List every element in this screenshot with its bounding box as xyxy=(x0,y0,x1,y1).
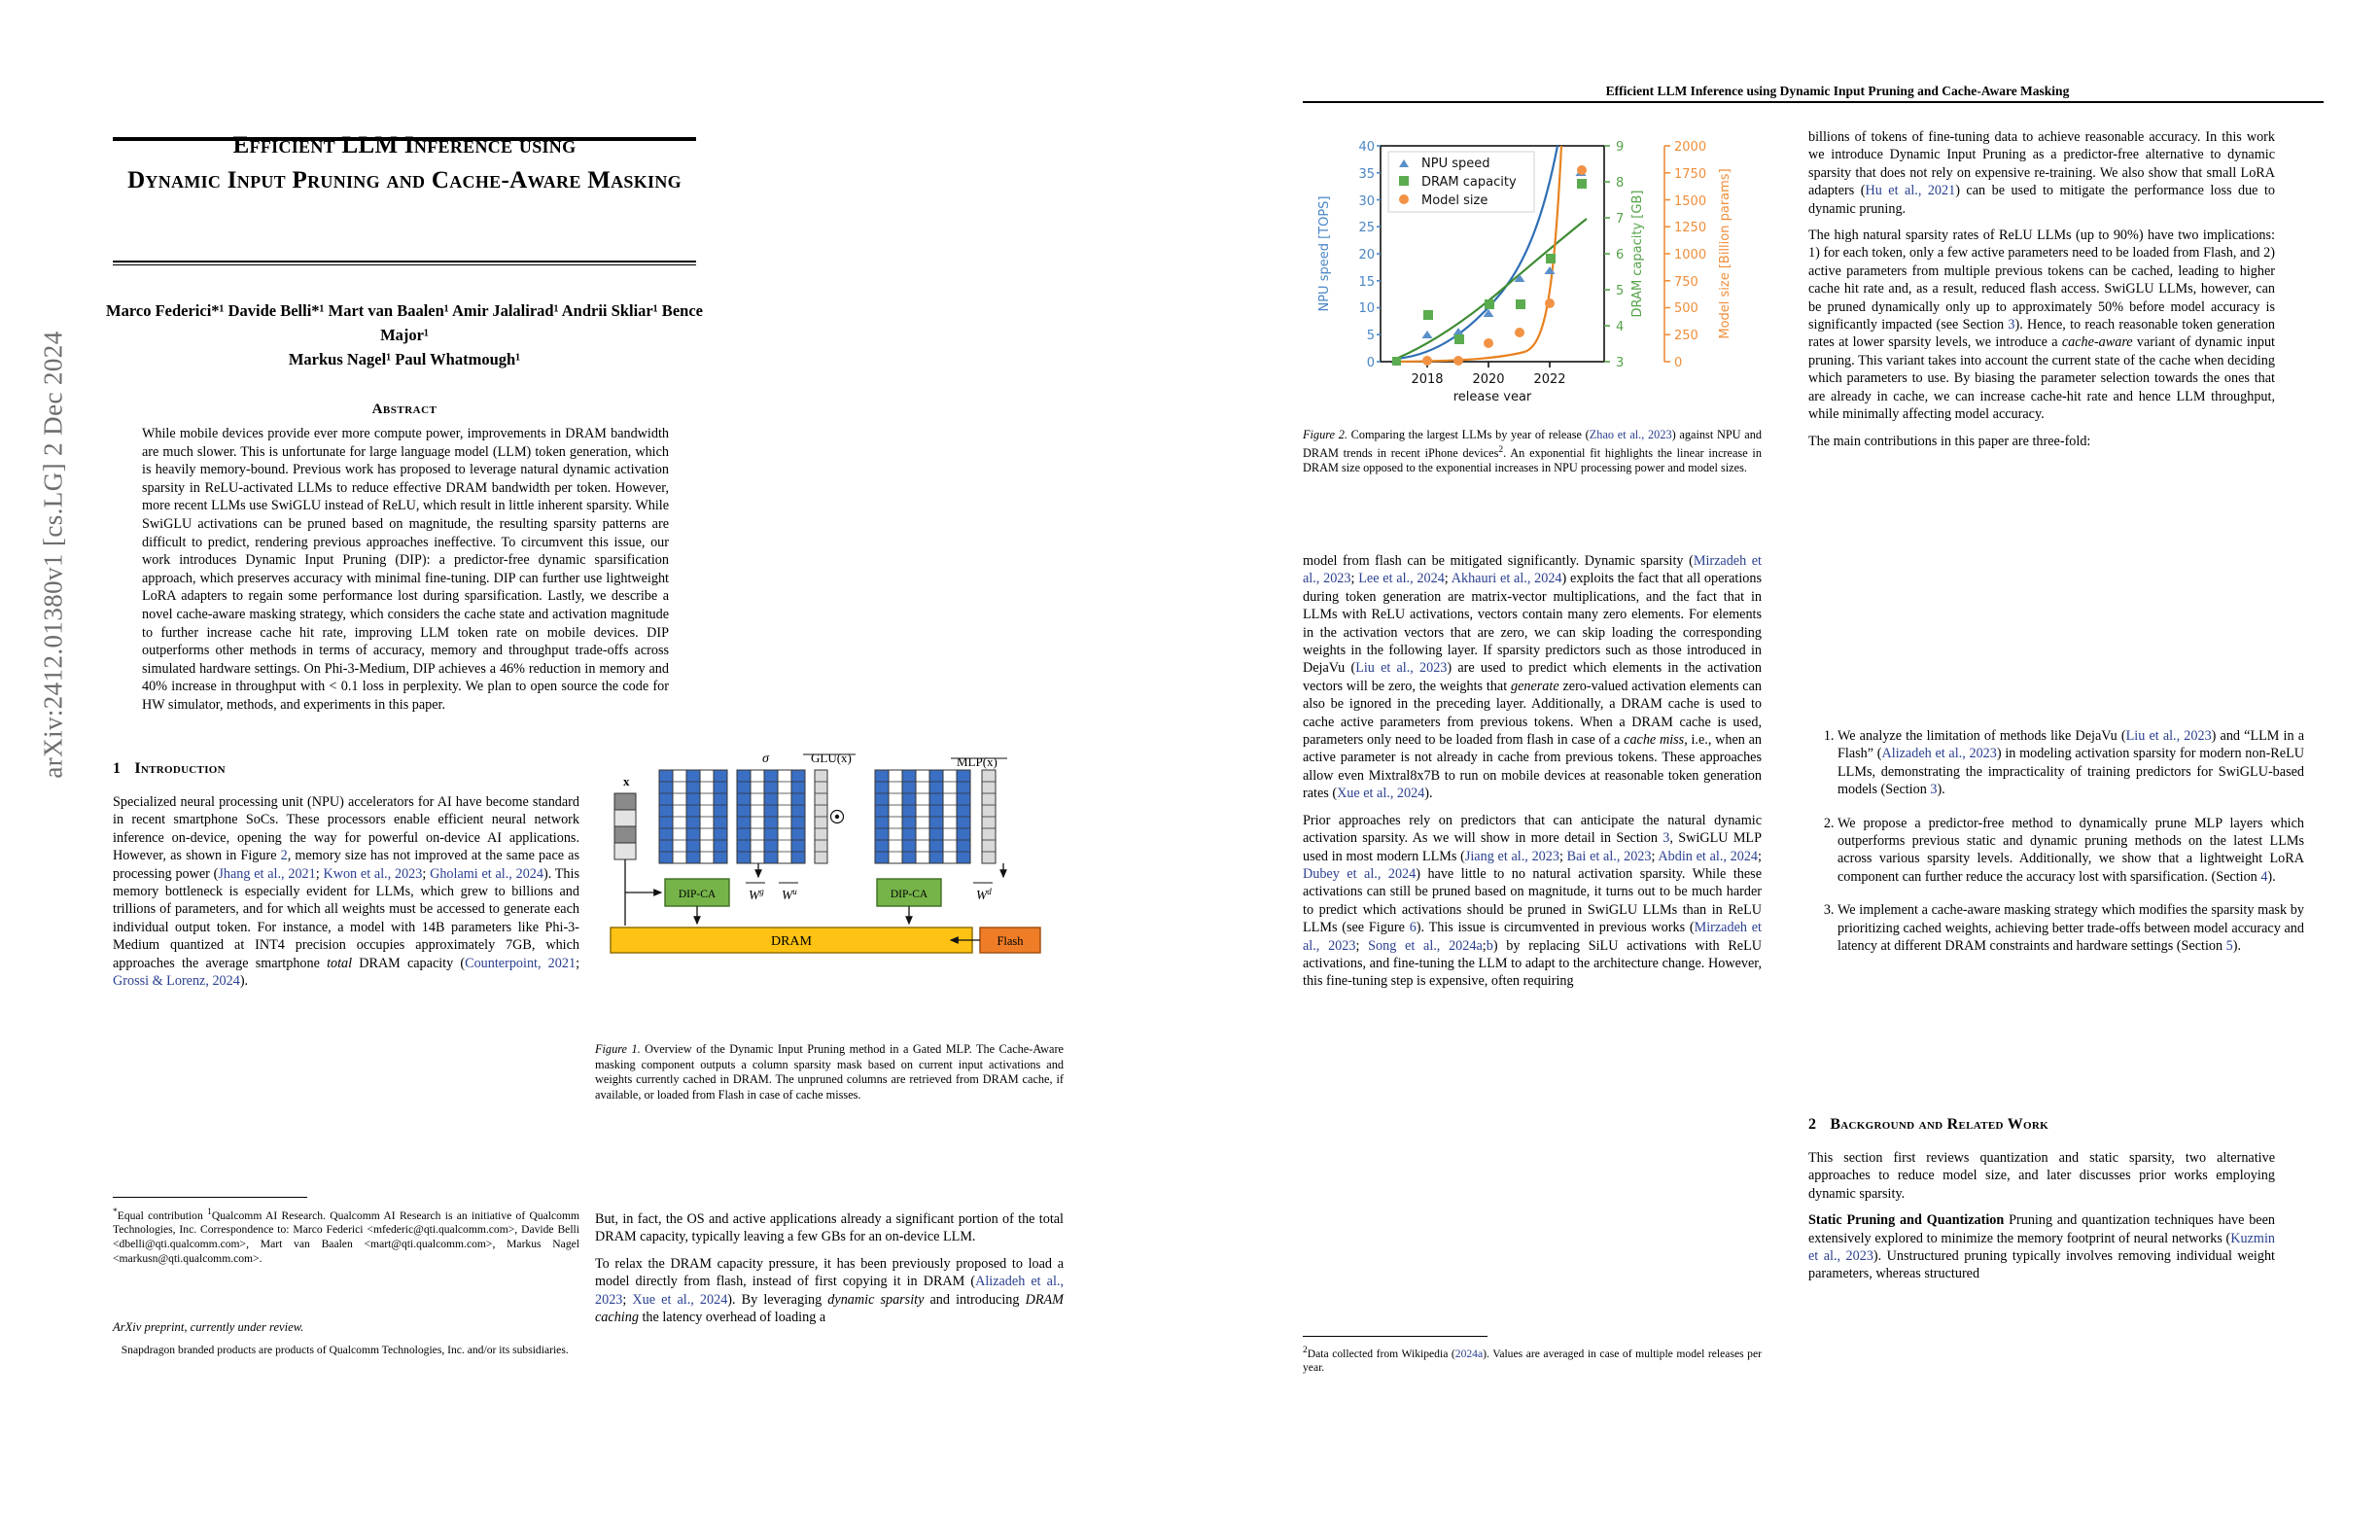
figure-1-svg xyxy=(595,749,1069,1031)
svg-text:7: 7 xyxy=(1616,212,1625,227)
svg-text:5: 5 xyxy=(1616,284,1625,298)
axis-model-size xyxy=(1664,140,1706,370)
label-wd: $W^d$ xyxy=(976,887,992,902)
citation-jiang[interactable]: Jiang et al., 2023 xyxy=(1464,848,1559,864)
svg-text:1250: 1250 xyxy=(1674,221,1707,235)
citation-wikipedia[interactable]: 2024a xyxy=(1454,1347,1484,1360)
title-line-1: Efficient LLM Inference using xyxy=(232,132,577,158)
svg-text:1500: 1500 xyxy=(1674,194,1707,209)
contribution-item-3: 3. We implement a cache-aware masking strategy which modifies the sparsity mask by prioritizing cached weights, achieving better trade-offs between model accuracy and latency at different DRAM constraints and hardware settings (Section 5). xyxy=(1838,901,2304,955)
citation-song-a[interactable]: Song et al., 2024a xyxy=(1368,937,1483,954)
citation-alizadeh[interactable]: Alizadeh et al., 2023 xyxy=(595,1274,1065,1308)
svg-text:10: 10 xyxy=(1358,301,1375,316)
figure-1-caption-text: Overview of the Dynamic Input Pruning method in a Gated MLP. The Cache-Aware masking component outputs a column sparsity mask based on current input activations and weights currently cached in DRAM. The unpruned columns are retrieved from DRAM cache, if available, or loaded from Flash in case of cache misses. xyxy=(595,1042,1064,1102)
italic-generate: generate xyxy=(1511,678,1559,694)
chart-legend xyxy=(1388,152,1534,212)
footnote-rule xyxy=(113,1197,307,1198)
section-ref-c3[interactable]: 5 xyxy=(2225,938,2233,955)
citation-lee[interactable]: Lee et al., 2024 xyxy=(1358,571,1445,587)
matrix-wu xyxy=(737,770,805,863)
section-1-number: 1 xyxy=(113,760,122,777)
svg-text:2022: 2022 xyxy=(1533,372,1566,387)
citation-kuzmin[interactable]: Kuzmin et al., 2023 xyxy=(1808,1230,2275,1265)
citation-mirzadeh[interactable]: Mirzadeh et al., 2023 xyxy=(1303,553,1762,587)
footnote-trademark xyxy=(113,1344,579,1358)
svg-text:2000: 2000 xyxy=(1674,140,1707,155)
section-1-title: Introduction xyxy=(134,760,226,777)
ylabel-npu-speed: NPU speed [TOPS] xyxy=(1317,195,1332,312)
x-vector-cells xyxy=(614,793,636,859)
svg-text:250: 250 xyxy=(1674,329,1698,343)
svg-text:30: 30 xyxy=(1358,194,1375,209)
label-sigma: σ xyxy=(762,752,769,766)
svg-text:8: 8 xyxy=(1616,176,1625,191)
section-2-number: 2 xyxy=(1808,1116,1817,1133)
running-head-rule xyxy=(1303,101,2324,103)
title-rule-bottom xyxy=(113,261,696,265)
figure-2-caption: Figure 2. Comparing the largest LLMs by year of release (Zhao et al., 2023) against NPU and DRAM trends in recent iPhone devices$^2$. An exponential fit highlights the linear increase in DRAM size opposed to the exponential increases in NPU processing power and model sizes. xyxy=(1303,428,1762,475)
right-column-2 xyxy=(1808,1149,2275,1292)
intro-text-e: ). This memory bottleneck is especially evident for LLMs, which grew to billions and trillions of parameters, and for which all weights must be accessed to generate each individual output token. For instance, a model with 14B parameters like Phi-3-Medium quantized at INT4 precision occupies approximately 7GB, which approaches the average smartphone xyxy=(113,865,579,971)
citation-kwon[interactable]: Kwon et al., 2023 xyxy=(323,865,423,882)
middle-footnote: $^2$Data collected from Wikipedia (2024a). Values are averaged in case of multiple model releases per year. xyxy=(1303,1346,1762,1375)
section-ref-3[interactable]: 3 xyxy=(1662,830,1670,847)
italic-cache-miss: cache miss xyxy=(1624,732,1685,749)
legend-label-model: Model size xyxy=(1421,193,1488,208)
abstract-heading: Abstract xyxy=(371,402,438,417)
section-ref-3b[interactable]: 3 xyxy=(2008,317,2015,333)
italic-dynamic-sparsity: dynamic sparsity xyxy=(827,1291,925,1308)
middle-paragraph-1: model from flash can be mitigated significantly. Dynamic sparsity (Mirzadeh et al., 2023; Lee et al., 2024; Akhauri et al., 2024) exploits the fact that all operations during token generation are matrix-vector multiplications, and the fact that in LLMs with ReLU activations, vectors contain many zero elements. For elements in the activation vectors that are zero, we can skip loading the corresponding weights in the following layer. If sparsity predictors such as those introduced in DejaVu (Liu et al., 2023) are used to predict which elements in the activation vectors will be zero, the weights that generate zero-valued activation elements can also be ignored in the preceding layer. Additionally, a DRAM cache is used to cache active parameters from previous tokens. When a DRAM cache is used, parameters only need to be loaded from flash in case of a cache miss, i.e., when an active parameter is not already in cache from previous tokens. These approaches allow even Mixtral8x7B to run on mobile devices at reasonable token generation rates (Xue et al., 2024). xyxy=(1303,553,1763,802)
matrix-wg xyxy=(659,770,727,863)
legend-label-npu: NPU speed xyxy=(1421,157,1490,171)
italic-dram-caching: DRAM caching xyxy=(595,1291,1064,1326)
contribution-item-2: 2. We propose a predictor-free method to dynamically prune MLP layers which outperforms previous static and dynamic pruning methods on the latest LLMs across various sparsity levels. Additionally, we show that a lightweight LoRA component can further reduce the accuracy lost with sparsification. (Section 4). xyxy=(1838,815,2304,887)
right-paragraph-1: billions of tokens of fine-tuning data to achieve reasonable accuracy. In this work we introduce Dynamic Input Pruning as a predictor-free alternative to dynamic sparsity that does not rely on expensive re-training. We also show that small LoRA adapters (Hu et al., 2021) can be used to mitigate the performance loss due to dynamic pruning. xyxy=(1808,129,2275,217)
figure-2-svg xyxy=(1303,119,1760,401)
svg-text:0: 0 xyxy=(1366,356,1375,370)
footnote-trademark-text: Snapdragon branded products are products of Qualcomm Technologies, Inc. and/or its subsidiaries. xyxy=(121,1344,569,1356)
citation-bai[interactable]: Bai et al., 2023 xyxy=(1566,848,1652,864)
citation-liu-c1[interactable]: Liu et al., 2023 xyxy=(2125,728,2212,744)
citation-dubey[interactable]: Dubey et al., 2024 xyxy=(1303,865,1417,882)
matrix-wd xyxy=(875,770,970,863)
intro-paragraph-2: But, in fact, the OS and active applications already a significant portion of the total DRAM capacity, typically leaving a few GBs for an on-device LLM. xyxy=(595,1211,1064,1245)
contribution-item-1: 1. We analyze the limitation of methods like DejaVu (Liu et al., 2023) and “LLM in a Flash” (Alizadeh et al., 2023) in modeling activation sparsity for modern non-ReLU LLMs, demonstrating the impracticality of training predictors for SwiGLU-based models (Section 3). xyxy=(1838,727,2304,799)
right-paragraph-2: The high natural sparsity rates of ReLU LLMs (up to 90%) have two implications: 1) for each token, only a few active parameters need to be loaded from Flash, and 2) active parameters from multiple previous tokens can be cached, leading to higher cache hit rate and, as a result, reduced flash access. SwiGLU LLMs, however, can be pruned dynamically only up to approximately 50% before model accuracy is significantly impacted (see Section 3). Hence, to reach reasonable token generation rates at lower sparsity levels, we introduce a cache-aware variant of dynamic input pruning. This variant takes into account the current state of the cache when deciding which parameters to use. By biasing the parameter selection towards the ones that are already in cache, we can increase cache-hit rate and hence LLM throughput, while minimally affecting model accuracy. xyxy=(1808,228,2276,423)
middle-footnote-rule xyxy=(1303,1336,1488,1337)
footnote-preprint-note: ArXiv preprint, currently under review. xyxy=(113,1320,304,1334)
middle-column xyxy=(1303,552,1762,999)
middle-paragraph-2: Prior approaches rely on predictors that can anticipate the natural dynamic activation sparsity. As we will show in more detail in Section 3, SwiGLU MLP used in most modern LLMs (Jiang et al., 2023; Bai et al., 2023; Abdin et al., 2024; Dubey et al., 2024) have little to no natural activation sparsity. While these activations can still be pruned based on magnitude, it turns out to be much harder to predict which activations should be pruned in SwiGLU LLMs than in ReLU LLMs (see Figure 6). This issue is circumvented in previous works (Mirzadeh et al., 2023; Song et al., 2024a;b) by replacing SiLU activations with ReLU activations, and fine-tuning the LLM to adapt to the architecture change. However, this fine-tuning step is expensive, often requiring xyxy=(1303,812,1763,990)
svg-text:3: 3 xyxy=(1616,356,1625,370)
axis-dram-capacity xyxy=(1604,140,1624,370)
flash-label: Flash xyxy=(997,934,1024,948)
citation-hu[interactable]: Hu et al., 2021 xyxy=(1865,183,1956,199)
svg-text:4: 4 xyxy=(1616,320,1625,334)
running-head: Efficient LLM Inference using Dynamic Input Pruning and Cache-Aware Masking xyxy=(1605,84,2070,98)
italic-cache-aware: cache-aware xyxy=(2061,334,2133,351)
svg-text:15: 15 xyxy=(1358,275,1375,290)
background-paragraph-1: This section first reviews quantization and static sparsity, two alternative approaches to reduce model size, and later discusses prior works employing dynamic sparsity. xyxy=(1808,1150,2275,1202)
legend-marker-dram xyxy=(1399,176,1409,186)
citation-akhauri[interactable]: Akhauri et al., 2024 xyxy=(1451,571,1562,587)
citation-counterpoint[interactable]: Counterpoint, 2021 xyxy=(465,955,577,971)
label-x: x xyxy=(623,774,630,788)
page-title xyxy=(113,128,696,198)
section-2-title: Background and Related Work xyxy=(1830,1116,2048,1133)
legend-marker-model xyxy=(1399,194,1409,204)
intro-italic-total: total xyxy=(327,955,353,971)
abstract-text: While mobile devices provide ever more compute power, improvements in DRAM bandwidth are much slower. This is unfortunate for large language model (LLM) token generation, which is heavily memory-bound. Previous work has proposed to leverage natural dynamic activation sparsity in ReLU-activated LLMs to reduce effective DRAM bandwidth per token. However, more recent LLMs use SwiGLU instead of ReLU, which result in little inherent sparsity. While SwiGLU activations can be pruned based on magnitude, the resulting sparsity patterns are difficult to predict, rendering previous approaches ineffective. To circumvent this issue, our work introduces Dynamic Input Pruning (DIP): a predictor-free dynamic sparsification approach, which preserves accuracy with minimal fine-tuning. DIP can further use lightweight LoRA adapters to regain some performance lost during sparsification. Lastly, we describe a novel cache-aware masking strategy, which considers the cache state and activation magnitude to further increase cache hit rate, improving LLM token rate on mobile devices. DIP outperforms other methods in terms of accuracy, memory and throughput trade-offs across simulated hardware settings. On Phi-3-Medium, DIP achieves a 46% reduction in memory and 40% increase in throughput with < 0.1 loss in perplexity. We plan to open source the code for HW simulator, methods, and experiments in this paper. xyxy=(142,426,669,713)
label-mlp: MLP(x) xyxy=(957,754,998,769)
figure-2-label: Figure 2. xyxy=(1303,428,1348,441)
svg-text:1750: 1750 xyxy=(1674,167,1707,182)
figure-1-label: Figure 1. xyxy=(595,1042,641,1056)
figure-1-caption xyxy=(595,1042,1064,1102)
svg-text:5: 5 xyxy=(1366,329,1375,343)
figure-ref-2[interactable]: 2 xyxy=(280,848,288,864)
intermediate-vectors xyxy=(815,770,827,863)
citation-grossi[interactable]: Grossi & Lorenz, 2024 xyxy=(113,973,240,990)
svg-text:6: 6 xyxy=(1616,248,1625,262)
citation-liu[interactable]: Liu et al., 2023 xyxy=(1355,660,1448,677)
footnote-affil-text: Qualcomm AI Research. Qualcomm AI Research is an initiative of Qualcomm Technologies, Inc. Correspondence to: Marco Federici <mfederic@qti.qualcomm.com>, Davide Belli <dbelli@qti.qualcomm.com>, Mart van Baalen <mart@qti.qualcomm.com>, Markus Nagel <markusn@qti.qualcomm.com>. xyxy=(113,1208,579,1265)
citation-zhao[interactable]: Zhao et al., 2023 xyxy=(1589,428,1672,441)
background-paragraph-2: Static Pruning and Quantization Pruning and quantization techniques have been extensively explored to minimize the memory footprint of neural networks (Kuzmin et al., 2023). Unstructured pruning typically involves removing individual weight parameters, whereas structured xyxy=(1808,1212,2276,1282)
intro-paragraph-3: To relax the DRAM capacity pressure, it has been previously proposed to load a model directly from flash, instead of first copying it in DRAM (Alizadeh et al., 2023; Xue et al., 2024). By leveraging dynamic sparsity and introducing DRAM caching the latency overhead of loading a xyxy=(595,1255,1065,1326)
footnote-sup-1: 1 xyxy=(207,1208,212,1217)
citation-xue[interactable]: Xue et al., 2024 xyxy=(632,1291,728,1308)
intro-text-a: Specialized neural processing unit (NPU) accelerators for AI have become standard in recent smartphone SoCs. These processors enable efficient neural network inference on-device, opening the way for powerful on-device AI applications. However, as shown in Figure xyxy=(113,794,579,864)
dip-ca-label-right: DIP-CA xyxy=(890,889,928,900)
right-paragraph-3: The main contributions in this paper are three-fold: xyxy=(1808,433,2091,449)
svg-text:35: 35 xyxy=(1358,167,1375,182)
figure-ref-6[interactable]: 6 xyxy=(1409,920,1417,936)
output-vector xyxy=(982,770,996,863)
author-line-2: Markus Nagel¹ Paul Whatmough¹ xyxy=(288,350,521,368)
section-1-heading xyxy=(113,760,226,778)
label-wg: $W^g$ xyxy=(749,887,764,902)
figure-2-footnote-marker: 2 xyxy=(1498,444,1504,455)
label-glu: GLU(x) xyxy=(811,751,852,765)
ylabel-dram-capacity: DRAM capacity [GB] xyxy=(1630,190,1645,318)
static-pruning-bold-lead: Static Pruning and Quantization xyxy=(1808,1212,2005,1229)
svg-text:1000: 1000 xyxy=(1674,248,1707,262)
citation-mirzadeh-2[interactable]: Mirzadeh et al., 2023 xyxy=(1303,920,1762,954)
citation-jhang[interactable]: Jhang et al., 2021 xyxy=(218,865,316,882)
intro-paragraph-1: Specialized neural processing unit (NPU) accelerators for AI have become standard in recent smartphone SoCs. These processors enable efficient neural network inference on-device, opening the way for powerful on-device AI applications. However, as shown in Figure 2, memory size has not improved at the same pace as processing power (Jhang et al., 2021; Kwon et al., 2023; Gholami et al., 2024). This memory bottleneck is especially evident for LLMs, which grew to billions and trillions of parameters, and for which all weights must be accessed to generate each individual output token. For instance, a model with 14B parameters like Phi-3-Medium quantized at INT4 precision occupies approximately 7GB, which approaches the average smartphone total DRAM capacity (Counterpoint, 2021; Grossi & Lorenz, 2024). xyxy=(113,794,580,990)
axis-release-year xyxy=(1411,362,1565,387)
citation-abdin[interactable]: Abdin et al., 2024 xyxy=(1658,848,1759,864)
dram-label: DRAM xyxy=(770,934,813,949)
xlabel-release-year: release year xyxy=(1452,390,1532,401)
citation-gholami[interactable]: Gholami et al., 2024 xyxy=(430,865,543,882)
citation-xue-2[interactable]: Xue et al., 2024 xyxy=(1337,786,1425,802)
footnote-equal-contribution: Equal contribution xyxy=(117,1208,208,1222)
svg-text:2018: 2018 xyxy=(1411,372,1444,387)
citation-song-b[interactable]: b xyxy=(1486,937,1493,954)
svg-text:20: 20 xyxy=(1358,248,1375,262)
svg-text:25: 25 xyxy=(1358,221,1375,235)
middle-footnote-marker: 2 xyxy=(1303,1346,1308,1355)
contributions-list xyxy=(1808,727,2304,970)
author-list xyxy=(93,298,716,371)
label-wu: $W^u$ xyxy=(782,887,797,902)
ylabel-model-size: Model size [Billion params] xyxy=(1718,168,1732,339)
right-column xyxy=(1808,128,2275,459)
author-line-1: Marco Federici*¹ Davide Belli*¹ Mart van Baalen¹ Amir Jalalirad¹ Andrii Skliar¹ Bence Major¹ xyxy=(106,301,703,344)
figure-2-chart xyxy=(1303,119,1760,401)
section-ref-c1[interactable]: 3 xyxy=(1930,782,1938,798)
dip-ca-label-left: DIP-CA xyxy=(678,889,717,900)
svg-text:2020: 2020 xyxy=(1472,372,1505,387)
title-line-2: Dynamic Input Pruning and Cache-Aware Masking xyxy=(127,167,682,193)
svg-text:0: 0 xyxy=(1674,356,1683,370)
svg-text:750: 750 xyxy=(1674,275,1698,290)
footnote-affiliation xyxy=(113,1206,579,1266)
svg-text:40: 40 xyxy=(1358,140,1375,155)
axis-npu-speed xyxy=(1358,140,1381,370)
footnote-star: * xyxy=(113,1208,118,1217)
section-ref-c2[interactable]: 4 xyxy=(2260,868,2268,885)
citation-alizadeh-c1[interactable]: Alizadeh et al., 2023 xyxy=(1881,746,1997,762)
intro-text-b: , memory size has not improved at the same pace as processing power ( xyxy=(113,848,579,882)
svg-text:9: 9 xyxy=(1616,140,1625,155)
svg-text:500: 500 xyxy=(1674,301,1698,316)
legend-label-dram: DRAM capacity xyxy=(1421,175,1517,190)
intro-column-2 xyxy=(595,1210,1064,1335)
page-right xyxy=(1190,0,2380,1540)
section-2-heading xyxy=(1808,1116,2048,1134)
arxiv-stamp: arXiv:2412.01380v1 [cs.LG] 2 Dec 2024 xyxy=(38,331,68,779)
figure-1-diagram xyxy=(595,749,1069,1031)
